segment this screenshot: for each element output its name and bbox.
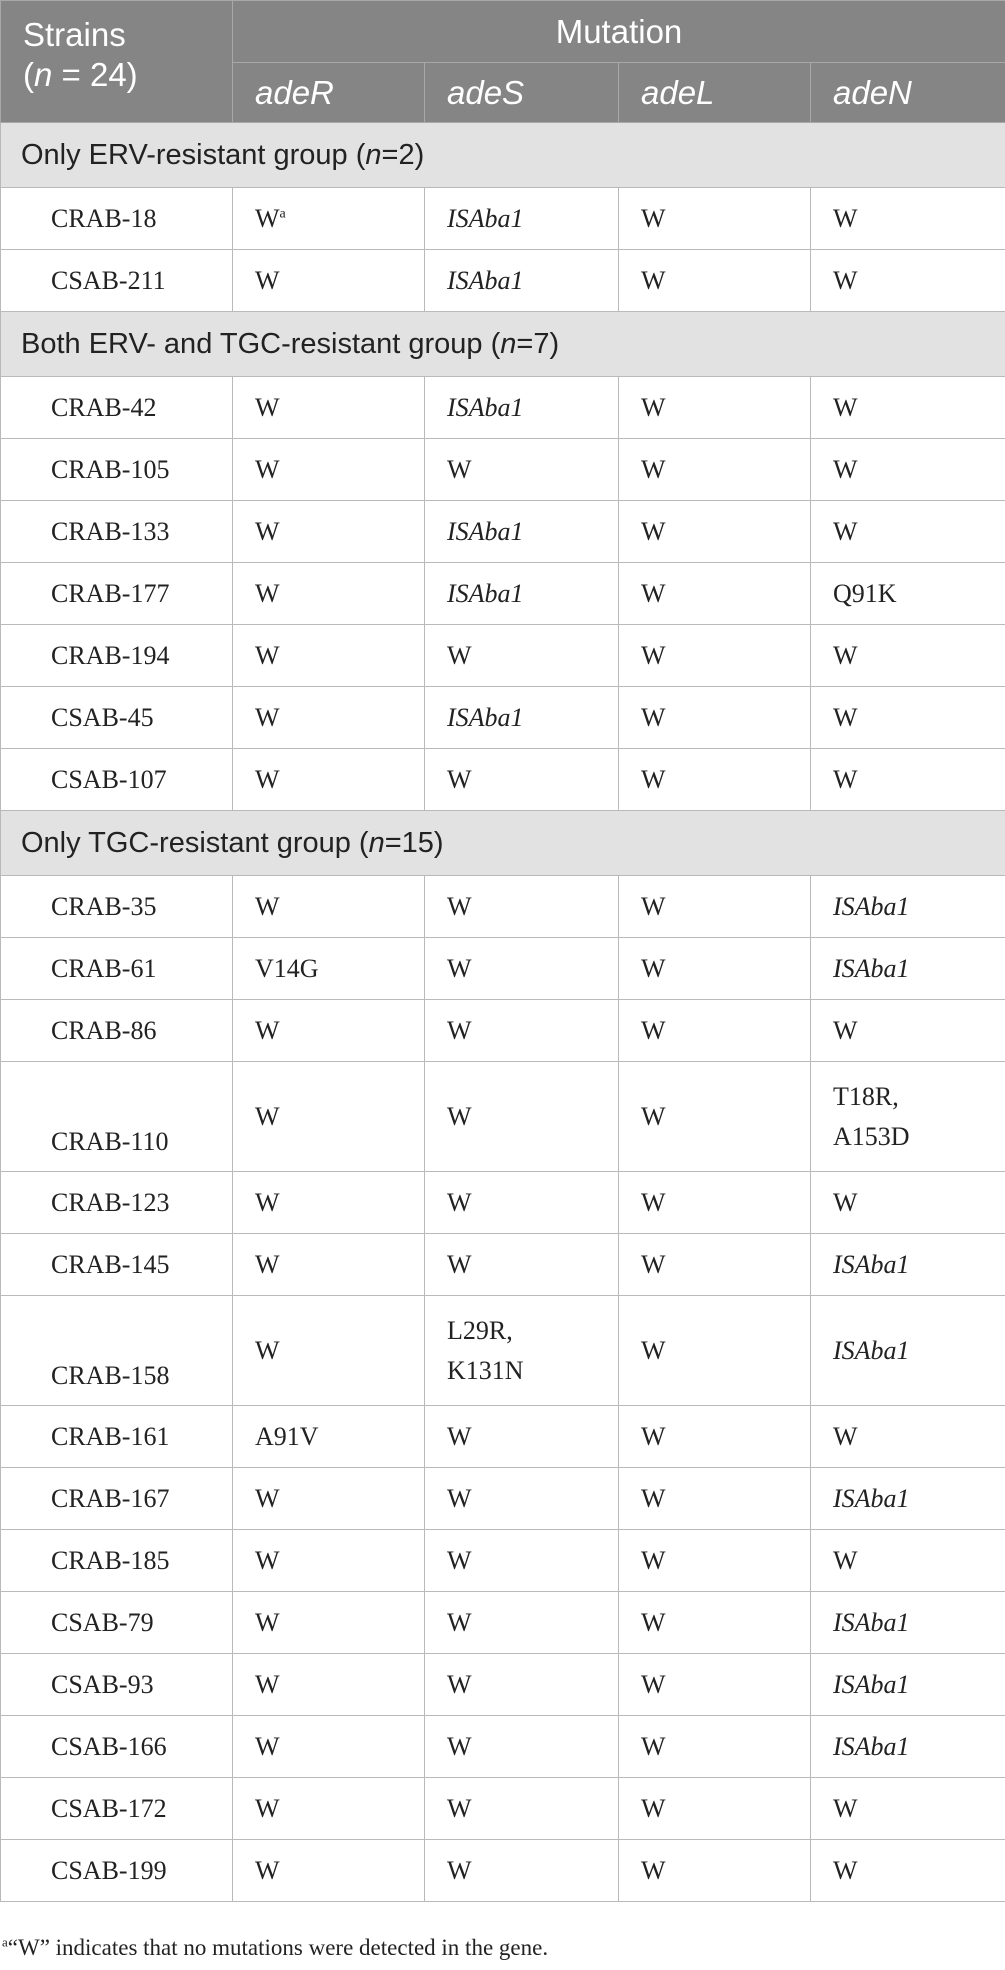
mutation-value: W [833,1855,858,1885]
mutation-cell [233,687,425,749]
table-row [1,938,1005,1000]
strain-cell: CSAB-172 [1,1778,233,1840]
mutation-cell [233,1172,425,1234]
mutation-value: W [447,1669,472,1699]
mutation-cell [811,1778,1005,1840]
mutation-value: W [833,516,858,546]
mutation-value: W [641,516,666,546]
mutation-value: W [641,1421,666,1451]
mutation-cell [619,1172,811,1234]
mutation-value: ISAba1 [833,1335,910,1365]
table-row [1,1000,1005,1062]
mutation-cell [619,687,811,749]
table-row [1,1530,1005,1592]
gene-header-adeL: adeL [619,63,811,123]
mutation-cell [811,1172,1005,1234]
mutation-value: W [447,1731,472,1761]
mutation-header: Mutation [233,1,1005,63]
mutation-cell [811,1530,1005,1592]
mutation-value: W [641,1015,666,1045]
mutation-cell [233,1234,425,1296]
mutation-value: ISAba1 [447,203,524,233]
table-row [1,876,1005,938]
mutation-value: W [255,1483,280,1513]
mutation-cell [619,1296,811,1406]
mutation-cell [233,749,425,811]
mutation-cell [233,1592,425,1654]
mutation-cell [619,563,811,625]
mutation-value: W [447,640,472,670]
mutation-cell [233,563,425,625]
mutation-cell [233,1654,425,1716]
mutation-value: W [447,1421,472,1451]
mutation-cell [619,1468,811,1530]
mutation-value: W [447,764,472,794]
mutation-value: W [255,1335,280,1365]
footnote-marker: a [2,1934,8,1950]
mutation-value: W [255,702,280,732]
mutation-cell [233,1296,425,1406]
mutation-cell [425,1840,619,1902]
table-row [1,1296,1005,1406]
strain-cell: CRAB-123 [1,1172,233,1234]
mutation-value: W [255,1015,280,1045]
mutation-cell [233,625,425,687]
mutation-value: W [255,640,280,670]
mutation-value: W [641,265,666,295]
gene-header-adeS: adeS [425,63,619,123]
mutation-value: W [641,640,666,670]
mutation-value: W [833,1793,858,1823]
mutation-value: W [447,1545,472,1575]
table-row [1,188,1005,250]
table-body [1,123,1005,1902]
gene-header-adeN: adeN [811,63,1005,123]
strain-cell: CSAB-79 [1,1592,233,1654]
mutation-value: W [255,1793,280,1823]
mutation-cell [619,1000,811,1062]
mutation-cell [619,250,811,312]
mutation-cell [425,377,619,439]
group-label-n: n [368,826,385,859]
mutation-cell [425,938,619,1000]
footnote-ref: a [279,205,286,221]
mutation-cell [425,1530,619,1592]
table-row [1,1172,1005,1234]
mutation-value: W [255,1101,280,1131]
mutation-value: W [641,578,666,608]
group-label-prefix: Only TGC-resistant group ( [21,826,369,859]
mutation-value: W [447,454,472,484]
mutation-value: W [447,1607,472,1637]
mutation-cell [811,1000,1005,1062]
mutation-value: W [833,702,858,732]
strain-cell: CSAB-107 [1,749,233,811]
mutation-cell [619,1654,811,1716]
mutation-cell [619,749,811,811]
group-label-n: n [500,327,517,360]
mutation-cell [619,1234,811,1296]
mutation-line: T18R, [833,1081,899,1111]
group-label-n: n [365,138,382,171]
mutation-value: W [447,1249,472,1279]
mutation-cell [619,1592,811,1654]
mutation-value: ISAba1 [447,516,524,546]
mutation-value: W [255,578,280,608]
mutation-value: ISAba1 [833,953,910,983]
mutation-cell [425,1172,619,1234]
mutation-value: W [255,764,280,794]
mutation-cell [811,1296,1005,1406]
mutation-cell [425,876,619,938]
mutation-value: W [833,392,858,422]
mutation-value: W [255,1545,280,1575]
strain-cell: CRAB-110 [1,1062,233,1172]
mutation-cell [233,1530,425,1592]
mutation-cell [425,1000,619,1062]
mutation-value: V14G [255,953,319,983]
table-row [1,439,1005,501]
mutation-value: W [641,764,666,794]
strain-cell: CRAB-133 [1,501,233,563]
mutation-cell [233,1716,425,1778]
mutation-cell [233,876,425,938]
mutation-value: ISAba1 [833,1669,910,1699]
strains-n-prefix: ( [23,56,34,93]
mutation-value: W [833,1015,858,1045]
table-row [1,563,1005,625]
mutation-cell [425,250,619,312]
strain-cell: CRAB-145 [1,1234,233,1296]
mutation-value: W [833,454,858,484]
mutation-cell [811,1406,1005,1468]
mutation-cell [811,876,1005,938]
table-row [1,1778,1005,1840]
group-label-suffix: =15) [384,826,444,859]
mutation-cell [233,938,425,1000]
mutation-cell [811,687,1005,749]
mutation-value: W [641,1101,666,1131]
mutation-cell [425,439,619,501]
strain-cell: CRAB-86 [1,1000,233,1062]
mutation-cell [425,1778,619,1840]
mutation-value: W [641,891,666,921]
table-row [1,501,1005,563]
mutation-cell [425,1716,619,1778]
mutation-value: W [255,1731,280,1761]
mutation-value: W [641,702,666,732]
mutation-value: W [255,454,280,484]
mutation-cell [811,563,1005,625]
mutation-value: W [641,1483,666,1513]
mutation-value: W [447,1187,472,1217]
strain-cell: CRAB-158 [1,1296,233,1406]
mutation-value: W [447,891,472,921]
mutation-value: W [641,392,666,422]
mutation-cell [233,250,425,312]
mutation-cell [233,501,425,563]
mutation-cell [619,625,811,687]
table-row [1,1592,1005,1654]
mutation-cell [425,1592,619,1654]
strains-label: Strains [23,16,126,53]
mutation-cell [425,1234,619,1296]
mutation-value: ISAba1 [833,1607,910,1637]
mutation-value: W [641,454,666,484]
mutation-cell [619,439,811,501]
mutation-value: W [641,203,666,233]
mutation-cell [811,1592,1005,1654]
mutation-cell [425,1654,619,1716]
table-row [1,1468,1005,1530]
group-label-prefix: Only ERV-resistant group ( [21,138,366,171]
mutation-value: W [255,1249,280,1279]
mutation-value: W [447,1101,472,1131]
strain-cell: CRAB-185 [1,1530,233,1592]
table-row [1,1406,1005,1468]
mutation-value: W [833,640,858,670]
mutation-value: W [641,1607,666,1637]
strain-cell: CSAB-93 [1,1654,233,1716]
group-label-suffix: =7) [516,327,560,360]
mutation-value: W [833,203,858,233]
group-label [1,123,1005,188]
mutation-value: ISAba1 [447,392,524,422]
mutation-value: W [255,516,280,546]
mutation-cell [619,1716,811,1778]
mutation-cell [425,625,619,687]
mutation-cell [233,439,425,501]
mutation-cell [425,188,619,250]
mutation-cell [619,501,811,563]
group-header-row [1,811,1005,876]
table-row [1,1654,1005,1716]
table-row [1,687,1005,749]
mutation-cell [619,1778,811,1840]
mutation-cell [619,876,811,938]
mutation-cell [811,439,1005,501]
mutation-cell [811,1716,1005,1778]
mutation-line: A153D [833,1121,910,1151]
mutation-cell [619,377,811,439]
mutation-value: W [641,1793,666,1823]
mutation-value: W [255,891,280,921]
strains-header [1,1,233,123]
table-row [1,1234,1005,1296]
strain-cell: CRAB-35 [1,876,233,938]
strain-cell: CRAB-167 [1,1468,233,1530]
mutation-value: W [255,203,280,233]
mutation-cell [233,1406,425,1468]
mutation-value: W [447,953,472,983]
mutation-cell [811,1062,1005,1172]
mutation-value: Q91K [833,578,897,608]
footnote-text: “W” indicates that no mutations were detected in the gene. [7,1935,549,1960]
mutation-value: W [447,1483,472,1513]
group-label [1,312,1005,377]
mutation-cell [233,1778,425,1840]
strain-cell: CSAB-199 [1,1840,233,1902]
table-row [1,377,1005,439]
table-row [1,1716,1005,1778]
mutation-cell [233,1062,425,1172]
mutation-value: W [641,1731,666,1761]
mutation-cell [425,1062,619,1172]
mutation-value: W [833,1187,858,1217]
mutation-value: ISAba1 [447,578,524,608]
mutation-value: W [641,1855,666,1885]
mutation-value: W [255,1187,280,1217]
mutation-value: W [833,1421,858,1451]
mutation-cell [811,1654,1005,1716]
table-row [1,625,1005,687]
mutation-cell [811,188,1005,250]
mutation-cell [425,687,619,749]
mutation-value: W [833,1545,858,1575]
strain-cell: CSAB-211 [1,250,233,312]
mutation-value: W [641,953,666,983]
mutation-value: W [833,265,858,295]
strain-cell: CRAB-61 [1,938,233,1000]
mutation-cell [811,377,1005,439]
mutation-value: ISAba1 [447,265,524,295]
strain-cell: CRAB-161 [1,1406,233,1468]
mutation-cell [233,1000,425,1062]
mutation-value: W [255,1855,280,1885]
footnote [2,1935,548,1961]
group-label-suffix: =2) [381,138,425,171]
mutation-cell [425,1468,619,1530]
mutation-cell [425,563,619,625]
strain-cell: CRAB-18 [1,188,233,250]
strain-cell: CRAB-105 [1,439,233,501]
mutation-value: W [641,1335,666,1365]
group-label [1,811,1005,876]
mutation-cell [425,1296,619,1406]
mutation-cell [811,1234,1005,1296]
mutation-cell [811,1468,1005,1530]
group-header-row [1,312,1005,377]
mutation-cell [811,250,1005,312]
mutation-value: W [641,1669,666,1699]
mutation-value: W [641,1249,666,1279]
strain-cell: CSAB-45 [1,687,233,749]
mutation-cell [619,1406,811,1468]
mutation-value: ISAba1 [833,1249,910,1279]
mutation-cell [425,1406,619,1468]
mutation-cell [233,377,425,439]
mutation-cell [425,501,619,563]
mutation-value: W [255,392,280,422]
mutation-value: W [641,1545,666,1575]
mutation-cell [619,938,811,1000]
mutation-value: W [255,1607,280,1637]
mutation-cell [811,625,1005,687]
table-row [1,1840,1005,1902]
mutation-value: W [255,1669,280,1699]
mutation-cell [233,1468,425,1530]
mutation-cell [233,188,425,250]
group-label-prefix: Both ERV- and TGC-resistant group ( [21,327,501,360]
mutation-cell [619,188,811,250]
mutation-cell [619,1530,811,1592]
mutation-value: ISAba1 [833,1731,910,1761]
mutation-line: K131N [447,1355,524,1385]
mutation-value: W [255,265,280,295]
strain-cell: CSAB-166 [1,1716,233,1778]
mutation-cell [425,749,619,811]
mutation-cell [811,749,1005,811]
strains-n-suffix: = 24) [52,56,138,93]
mutation-line: L29R, [447,1315,513,1345]
strain-cell: CRAB-42 [1,377,233,439]
strains-n-var: n [34,56,53,93]
mutation-value: W [447,1793,472,1823]
mutation-cell [811,1840,1005,1902]
mutation-value: W [641,1187,666,1217]
mutation-value: W [447,1855,472,1885]
mutation-cell [811,501,1005,563]
mutation-cell [811,938,1005,1000]
strain-cell: CRAB-194 [1,625,233,687]
mutation-value: A91V [255,1421,319,1451]
mutation-value: ISAba1 [447,702,524,732]
table-row [1,250,1005,312]
mutation-value: W [447,1015,472,1045]
strain-cell: CRAB-177 [1,563,233,625]
mutation-cell [233,1840,425,1902]
mutation-value: W [833,764,858,794]
group-header-row [1,123,1005,188]
table-row [1,1062,1005,1172]
mutation-value: ISAba1 [833,891,910,921]
gene-header-adeR: adeR [233,63,425,123]
table-row [1,749,1005,811]
mutation-cell [619,1840,811,1902]
mutation-value: ISAba1 [833,1483,910,1513]
mutation-cell [619,1062,811,1172]
